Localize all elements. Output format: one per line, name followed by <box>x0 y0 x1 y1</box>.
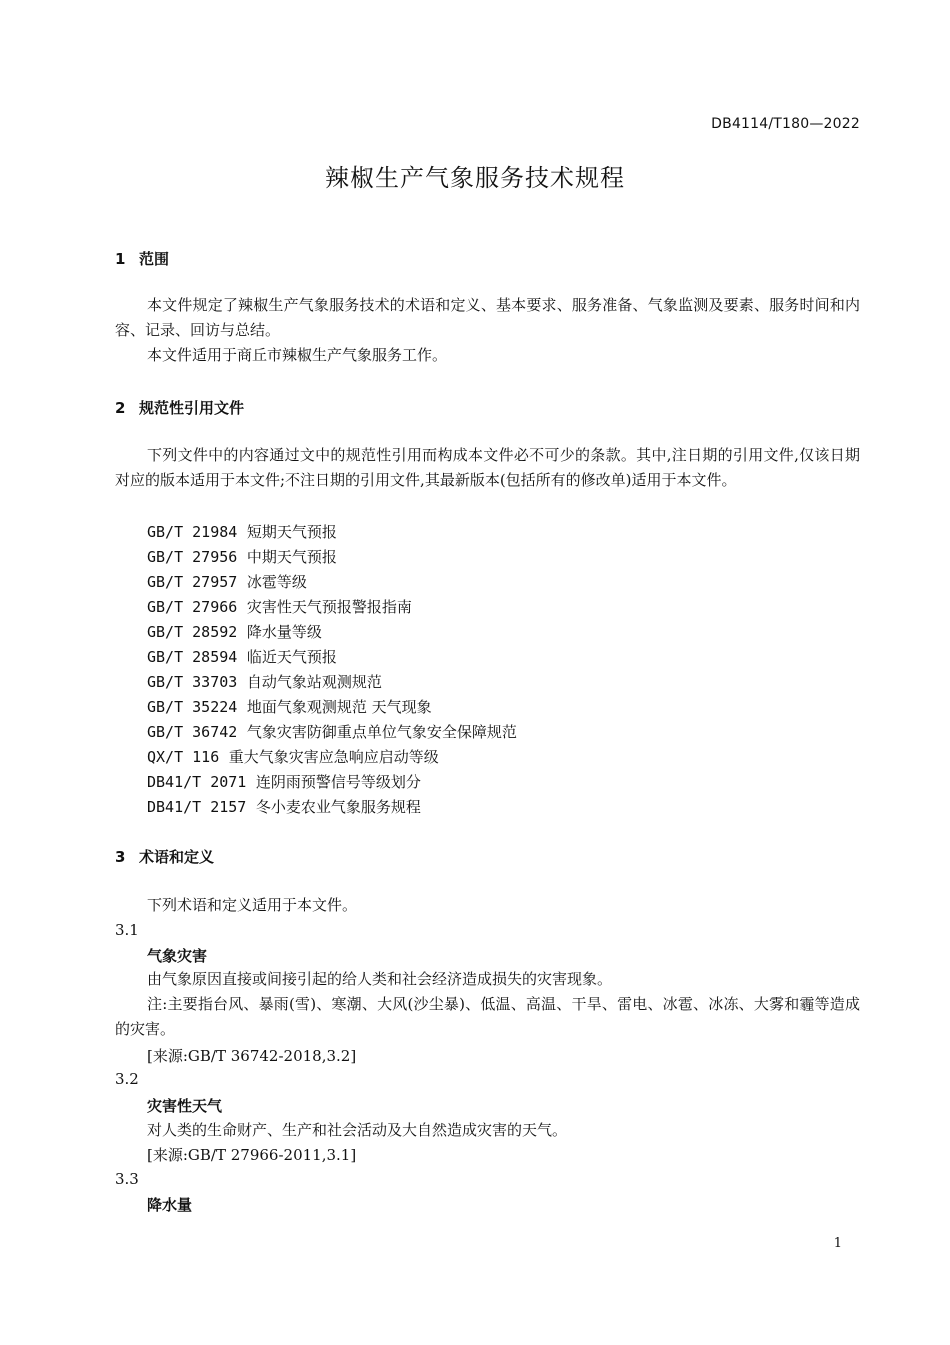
reference-name: 地面气象观测规范 天气现象 <box>246 698 432 716</box>
reference-item <box>147 696 432 717</box>
reference-name: 灾害性天气预报警报指南 <box>246 598 412 616</box>
reference-item <box>147 646 337 667</box>
reference-item <box>147 596 412 617</box>
term-name: 降水量 <box>147 1196 193 1214</box>
section-3-intro: 下列术语和定义适用于本文件。 <box>147 896 358 914</box>
section-2-paragraph-1: 下列文件中的内容通过文中的规范性引用而构成本文件必不可少的条款。其中,注日期的引用文件,仅该日期对应的版本适用于本文件;不注日期的引用文件,其最新版本(包括所有的修改单)适用于本文件。 <box>115 446 860 489</box>
term-name: 灾害性天气 <box>147 1097 223 1115</box>
section-number: 1 <box>115 250 126 268</box>
section-1-paragraph-1: 本文件规定了辣椒生产气象服务技术的术语和定义、基本要求、服务准备、气象监测及要素、服务时间和内容、记录、回访与总结。 <box>115 296 860 339</box>
reference-name: 重大气象灾害应急响应启动等级 <box>228 748 439 766</box>
reference-item <box>147 571 307 592</box>
page-number: 1 <box>833 1236 842 1251</box>
reference-name: 中期天气预报 <box>246 548 337 566</box>
reference-item <box>147 521 337 542</box>
section-1-paragraph-2: 本文件适用于商丘市辣椒生产气象服务工作。 <box>147 346 448 364</box>
reference-code: GB/T 28594 <box>147 648 238 666</box>
section-3-heading <box>115 846 214 867</box>
document-title: 辣椒生产气象服务技术规程 <box>325 164 625 192</box>
reference-code: GB/T 33703 <box>147 673 238 691</box>
term-number: 3.2 <box>115 1070 139 1088</box>
reference-item <box>147 621 322 642</box>
reference-code: GB/T 36742 <box>147 723 238 741</box>
term-source: [来源:GB/T 36742-2018,3.2] <box>147 1047 357 1065</box>
section-number: 3 <box>115 848 126 866</box>
reference-code: GB/T 28592 <box>147 623 238 641</box>
reference-code: GB/T 27956 <box>147 548 238 566</box>
term-definition: 对人类的生命财产、生产和社会活动及大自然造成灾害的天气。 <box>147 1121 568 1139</box>
reference-code: DB41/T 2157 <box>147 798 247 816</box>
term-number: 3.3 <box>115 1170 139 1188</box>
reference-item <box>147 796 421 817</box>
reference-name: 短期天气预报 <box>246 523 337 541</box>
reference-name: 降水量等级 <box>246 623 322 641</box>
term-name: 气象灾害 <box>147 947 208 965</box>
reference-name: 冰雹等级 <box>246 573 307 591</box>
section-1-heading <box>115 248 169 269</box>
reference-item <box>147 546 337 567</box>
section-2-heading <box>115 397 244 418</box>
section-title: 术语和定义 <box>139 848 215 866</box>
reference-name: 连阴雨预警信号等级划分 <box>255 773 421 791</box>
reference-name: 自动气象站观测规范 <box>246 673 382 691</box>
reference-code: GB/T 35224 <box>147 698 238 716</box>
section-number: 2 <box>115 399 126 417</box>
term-source: [来源:GB/T 27966-2011,3.1] <box>147 1146 357 1164</box>
term-definition: 由气象原因直接或间接引起的给人类和社会经济造成损失的灾害现象。 <box>147 970 613 988</box>
reference-name: 气象灾害防御重点单位气象安全保障规范 <box>246 723 517 741</box>
reference-code: GB/T 27966 <box>147 598 238 616</box>
reference-code: GB/T 21984 <box>147 523 238 541</box>
term-note: 注:主要指台风、暴雨(雪)、寒潮、大风(沙尘暴)、低温、高温、干旱、雷电、冰雹、冰冻、大雾和霾等造成的灾害。 <box>115 995 860 1038</box>
reference-code: QX/T 116 <box>147 748 220 766</box>
reference-item <box>147 771 421 792</box>
reference-item <box>147 746 439 767</box>
term-number: 3.1 <box>115 921 139 939</box>
reference-name: 冬小麦农业气象服务规程 <box>255 798 421 816</box>
reference-item <box>147 671 382 692</box>
reference-code: DB41/T 2071 <box>147 773 247 791</box>
section-title: 范围 <box>139 250 170 268</box>
reference-code: GB/T 27957 <box>147 573 238 591</box>
reference-item <box>147 721 517 742</box>
reference-name: 临近天气预报 <box>246 648 337 666</box>
section-title: 规范性引用文件 <box>139 399 245 417</box>
document-code: DB4114/T180—2022 <box>711 116 860 132</box>
